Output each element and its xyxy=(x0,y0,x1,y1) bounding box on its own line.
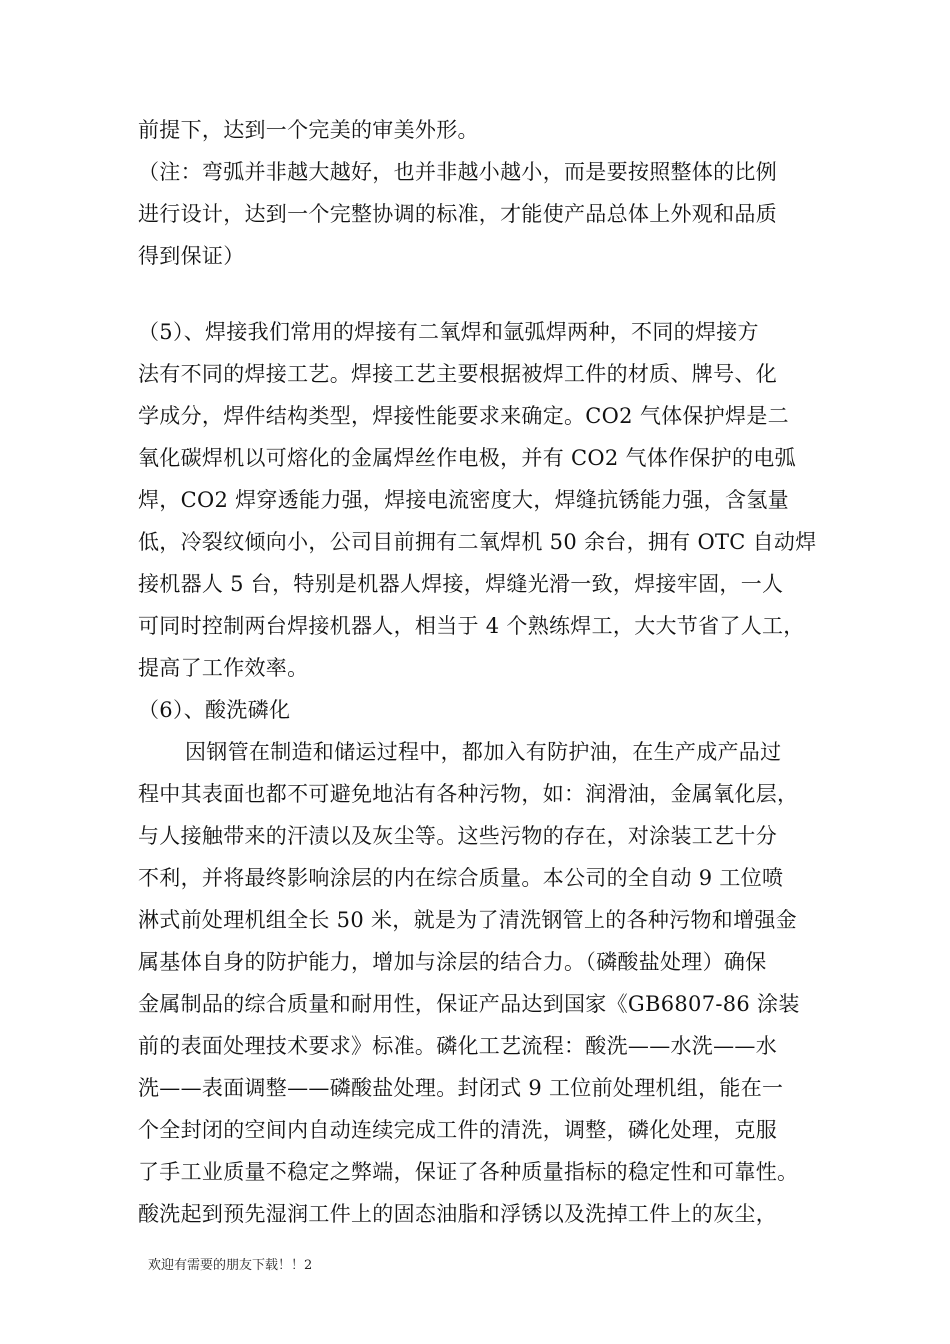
text-line: 个全封闭的空间内自动连续完成工件的清洗，调整，磷化处理，克服 xyxy=(138,1118,777,1142)
text-line: 酸洗起到预先湿润工件上的固态油脂和浮锈以及洗掉工件上的灰尘， xyxy=(138,1202,777,1226)
section-5-heading-line: （5）、焊接我们常用的焊接有二氧焊和氩弧焊两种，不同的焊接方 xyxy=(138,320,759,344)
text-line: 学成分，焊件结构类型，焊接性能要求来确定。CO2 气体保护焊是二 xyxy=(138,404,789,428)
note-line: （注：弯弧并非越大越好，也并非越小越小，而是要按照整体的比例 xyxy=(138,160,777,184)
text-line: 可同时控制两台焊接机器人，相当于 4 个熟练焊工，大大节省了人工， xyxy=(138,614,805,638)
text-line: 金属制品的综合质量和耐用性，保证产品达到国家《GB6807-86 涂装 xyxy=(138,992,800,1016)
text-line: 洗——表面调整——磷酸盐处理。封闭式 9 工位前处理机组，能在一 xyxy=(138,1076,784,1100)
note-line: 得到保证） xyxy=(138,244,245,268)
text-line: 法有不同的焊接工艺。焊接工艺主要根据被焊工件的材质、牌号、化 xyxy=(138,362,777,386)
text-line: 前提下，达到一个完美的审美外形。 xyxy=(138,118,479,142)
text-line: 程中其表面也都不可避免地沾有各种污物，如：润滑油，金属氧化层， xyxy=(138,782,799,806)
text-line: 前的表面处理技术要求》标准。磷化工艺流程：酸洗——水洗——水 xyxy=(138,1034,777,1058)
text-line: 属基体自身的防护能力，增加与涂层的结合力。（磷酸盐处理）确保 xyxy=(138,950,767,974)
text-line: 了手工业质量不稳定之弊端，保证了各种质量指标的稳定性和可靠性。 xyxy=(138,1160,799,1184)
paragraph-first-line: 因钢管在制造和储运过程中，都加入有防护油，在生产成产品过 xyxy=(185,740,782,764)
text-line: 与人接触带来的汗渍以及灰尘等。这些污物的存在，对涂装工艺十分 xyxy=(138,824,777,848)
text-line: 焊，CO2 焊穿透能力强，焊接电流密度大，焊缝抗锈能力强，含氢量 xyxy=(138,488,789,512)
text-line: 提高了工作效率。 xyxy=(138,656,309,680)
section-6-heading: （6）、酸洗磷化 xyxy=(138,698,291,722)
page-footer: 欢迎有需要的朋友下载！！2 xyxy=(148,1258,313,1273)
note-line: 进行设计，达到一个完整协调的标准，才能使产品总体上外观和品质 xyxy=(138,202,777,226)
text-line: 不利，并将最终影响涂层的内在综合质量。本公司的全自动 9 工位喷 xyxy=(138,866,784,890)
text-line: 低，冷裂纹倾向小，公司目前拥有二氧焊机 50 余台，拥有 OTC 自动焊 xyxy=(138,530,817,554)
text-line: 氧化碳焊机以可熔化的金属焊丝作电极，并有 CO2 气体作保护的电弧 xyxy=(138,446,796,470)
text-line: 淋式前处理机组全长 50 米，就是为了清洗钢管上的各种污物和增强金 xyxy=(138,908,797,932)
text-line: 接机器人 5 台，特别是机器人焊接，焊缝光滑一致，焊接牢固，一人 xyxy=(138,572,784,596)
